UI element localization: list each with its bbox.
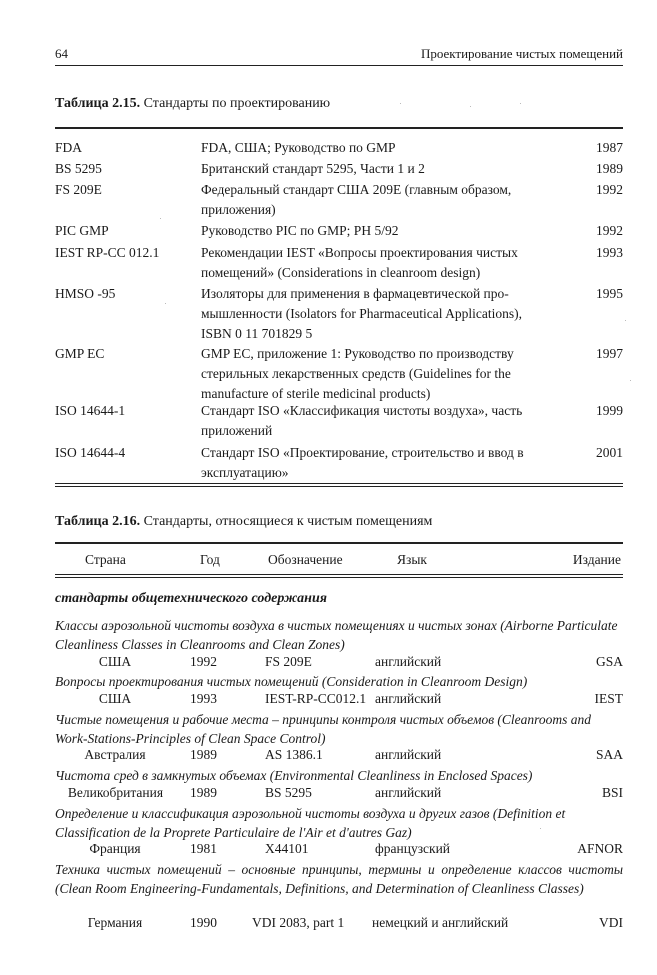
table1-year: 1989 xyxy=(596,161,623,176)
table1-caption-text: Стандарты по проектированию xyxy=(143,96,331,111)
standard-title: Техника чистых помещений – основные принципы, термины и определение классов чистоты (Clean Room Engineering-Fundamentals, Definitions, and Determination of Cleanliness Classes) xyxy=(55,862,623,896)
scan-speck xyxy=(630,380,631,381)
table1-code: ISO 14644-1 xyxy=(55,403,126,418)
table2-caption-text: Стандарты, относящиеся к чистым помещениям xyxy=(143,514,433,529)
table1-year: 1992 xyxy=(596,223,623,238)
table1-desc: Руководство PIC по GMP; PH 5/92 xyxy=(201,223,399,238)
cell-designation: BS 5295 xyxy=(265,785,312,800)
table1-bottom-rule-1 xyxy=(55,483,623,484)
cell-language: английский xyxy=(375,654,442,669)
table-row xyxy=(55,747,623,766)
page-number: 64 xyxy=(55,46,68,61)
table1-code: FS 209E xyxy=(55,182,102,197)
cell-language: английский xyxy=(375,785,442,800)
column-header-year: Год xyxy=(200,552,220,567)
table2-header-row xyxy=(55,552,623,572)
table1-desc: Стандарт ISO «Классификация чистоты воздуха», часть приложений xyxy=(201,403,523,438)
table1-desc: FDA, США; Руководство по GMP xyxy=(201,140,396,155)
cell-edition: IEST xyxy=(594,691,623,706)
cell-designation: AS 1386.1 xyxy=(265,747,323,762)
table1-year: 1987 xyxy=(596,140,623,155)
column-header-designation: Обозначение xyxy=(268,552,343,567)
cell-edition: BSI xyxy=(601,785,623,800)
scan-speck xyxy=(400,103,401,104)
cell-language: английский xyxy=(375,691,442,706)
table1-year: 1995 xyxy=(596,286,623,301)
table1-code: IEST RP-CC 012.1 xyxy=(55,245,160,260)
table-row xyxy=(55,654,623,673)
table2-header-rule-1 xyxy=(55,574,623,575)
scan-speck xyxy=(160,218,161,219)
table1-code: PIC GMP xyxy=(55,223,109,238)
table1-year: 1992 xyxy=(596,182,623,197)
table1-year: 1993 xyxy=(596,245,623,260)
standard-title: Вопросы проектирования чистых помещений (Consideration in Cleanroom Design) xyxy=(55,674,528,689)
cell-year: 1993 xyxy=(190,691,217,706)
cell-year: 1990 xyxy=(190,915,217,930)
table-row xyxy=(55,915,623,934)
cell-year: 1992 xyxy=(190,654,217,669)
table1-bottom-rule-2 xyxy=(55,486,623,487)
table1-year: 1997 xyxy=(596,346,623,361)
cell-language: английский xyxy=(375,747,442,762)
scan-speck xyxy=(520,103,521,104)
cell-country: Великобритания xyxy=(67,785,164,800)
scan-speck xyxy=(540,828,541,829)
cell-designation: X44101 xyxy=(265,841,309,856)
standard-title: Чистые помещения и рабочие места – принципы контроля чистых объемов (Cleanrooms and Work-Stations-Principles of Clean Space Control) xyxy=(55,712,592,746)
table1-code: GMP EC xyxy=(55,346,105,361)
table1-desc: Изоляторы для применения в фармацевтической про-мышленности (Isolators for Pharmaceutical Applications), ISBN 0 11 701829 5 xyxy=(201,286,522,341)
cell-country: Австралия xyxy=(84,747,146,762)
scan-speck xyxy=(165,303,166,304)
table-row xyxy=(55,785,623,804)
cell-country: США xyxy=(98,691,132,706)
table1-year: 1999 xyxy=(596,403,623,418)
cell-designation: VDI 2083, part 1 xyxy=(252,915,345,930)
cell-designation: FS 209E xyxy=(265,654,312,669)
table2-top-rule xyxy=(55,542,623,544)
cell-year: 1981 xyxy=(190,841,217,856)
scan-speck xyxy=(625,320,626,321)
header-rule xyxy=(55,65,623,66)
standard-title: Определение и классификация аэрозольной чистоты воздуха и других газов (Definition et Classification de la Proprete Particulaire de l'Air et d'autres Gaz) xyxy=(55,806,566,840)
cell-year: 1989 xyxy=(190,747,217,762)
table1-code: FDA xyxy=(55,140,83,155)
cell-language: французский xyxy=(375,841,451,856)
table2-caption-label: Таблица 2.16. xyxy=(55,514,141,529)
table1-caption-label: Таблица 2.15. xyxy=(55,96,141,111)
cell-edition: GSA xyxy=(595,654,623,669)
table1-caption xyxy=(55,96,330,112)
scan-speck xyxy=(470,106,471,107)
column-header-edition: Издание xyxy=(572,552,621,567)
cell-edition: VDI xyxy=(599,915,623,930)
table1-top-rule xyxy=(55,127,623,129)
cell-country: США xyxy=(98,654,132,669)
table2-caption xyxy=(55,514,432,530)
cell-edition: SAA xyxy=(595,747,623,762)
cell-country: Франция xyxy=(89,841,141,856)
running-title: Проектирование чистых помещений xyxy=(420,46,623,61)
table1-code: ISO 14644-4 xyxy=(55,445,126,460)
table1-year: 2001 xyxy=(596,445,623,460)
table1-code: BS 5295 xyxy=(55,161,102,176)
cell-language: немецкий и английский xyxy=(372,915,509,930)
table1-desc: GMP EC, приложение 1: Руководство по производству стерильных лекарственных средств (Guidelines for the manufacture of sterile medicinal products) xyxy=(201,346,514,401)
cell-edition: AFNOR xyxy=(577,841,623,856)
table1-code: HMSO -95 xyxy=(55,286,116,301)
column-header-language: Язык xyxy=(397,552,427,567)
standard-title: Чистота сред в замкнутых объемах (Environmental Cleanliness in Enclosed Spaces) xyxy=(55,768,533,783)
column-header-country: Страна xyxy=(85,552,126,567)
cell-country: Германия xyxy=(87,915,143,930)
section-title: стандарты общетехнического содержания xyxy=(55,591,327,606)
table1-desc: Федеральный стандарт США 209E (главным образом, приложения) xyxy=(201,182,512,217)
table1-desc: Стандарт ISO «Проектирование, строительство и ввод в эксплуатацию» xyxy=(201,445,524,480)
table-row xyxy=(55,841,623,860)
standard-title: Классы аэрозольной чистоты воздуха в чистых помещениях и чистых зонах (Airborne Particulate Cleanliness Classes in Cleanrooms and Clean Zones) xyxy=(55,618,618,652)
table1-desc: Британский стандарт 5295, Части 1 и 2 xyxy=(201,161,425,176)
cell-designation: IEST-RP-CC012.1 xyxy=(265,691,367,706)
table2-header-rule-2 xyxy=(55,577,623,578)
table1-desc: Рекомендации IEST «Вопросы проектирования чистых помещений» (Considerations in cleanroom design) xyxy=(201,245,518,280)
cell-year: 1989 xyxy=(190,785,217,800)
table-row xyxy=(55,691,623,710)
